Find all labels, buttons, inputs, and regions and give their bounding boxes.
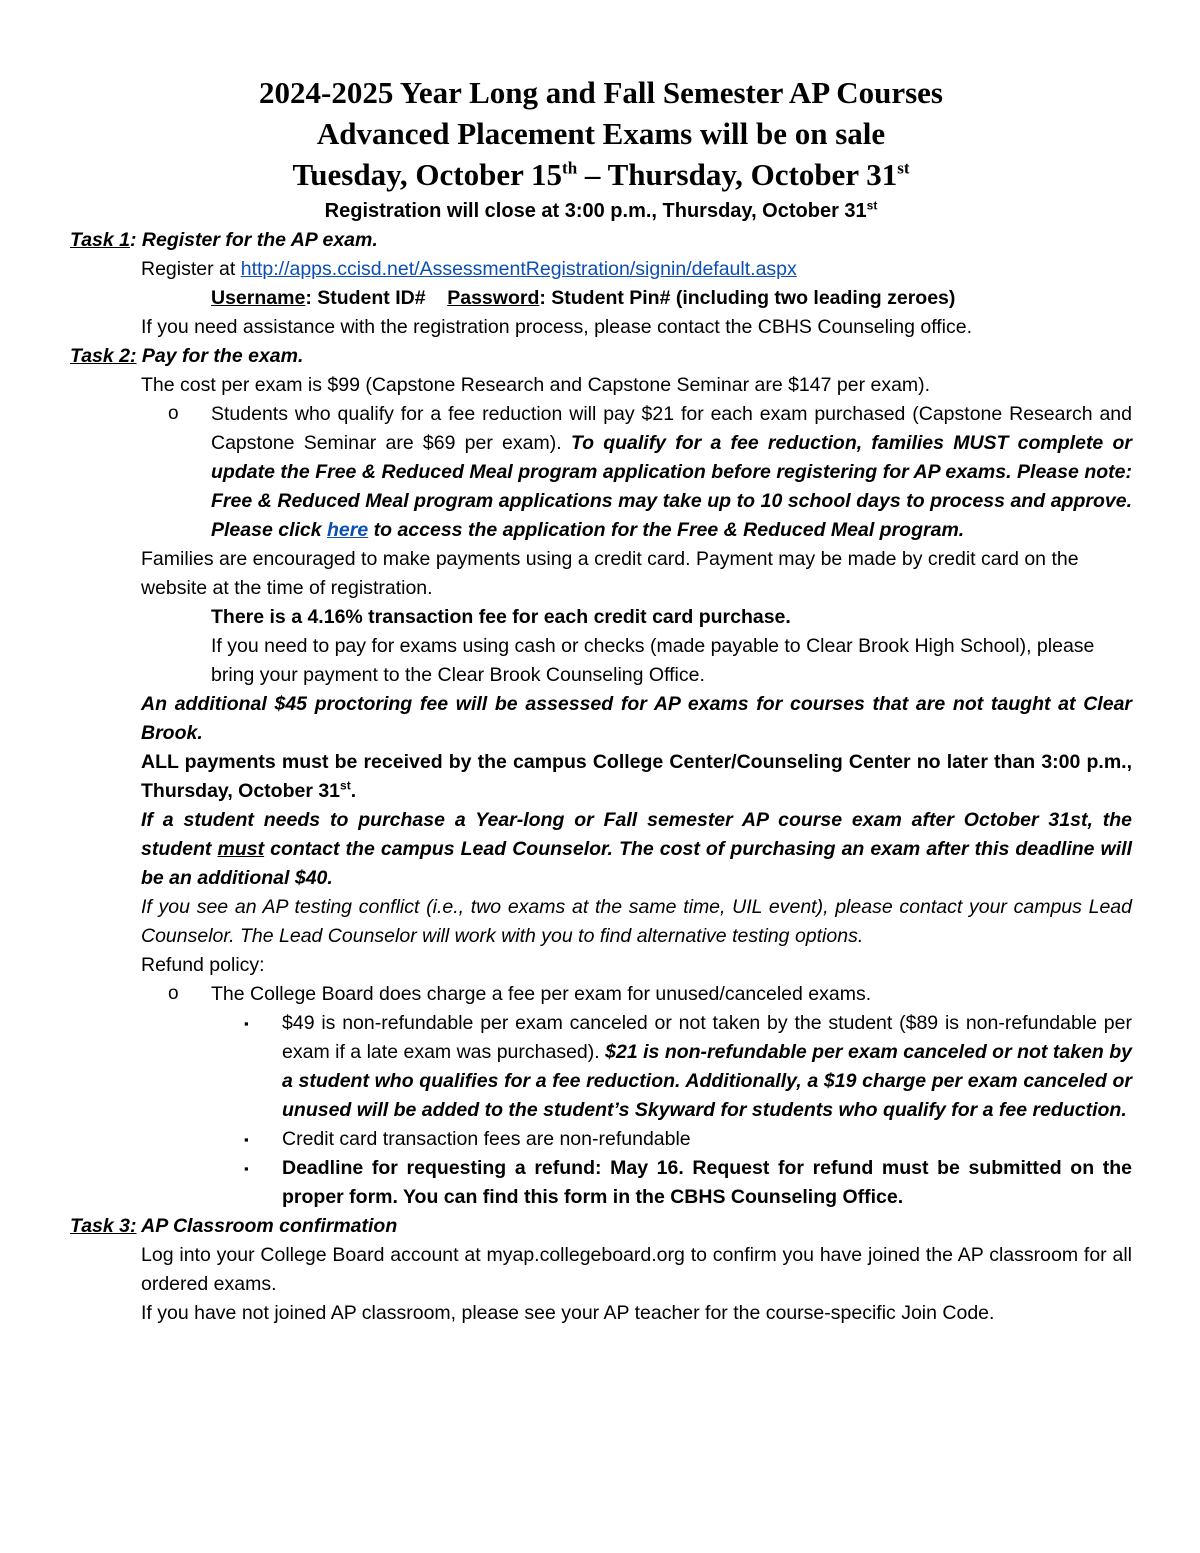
cost-text: The cost per exam is $99 (Capstone Research and Capstone Seminar are $147 per exam). bbox=[141, 374, 931, 396]
title-line-2: Advanced Placement Exams will be on sale bbox=[316, 116, 886, 151]
refund-49-bold: $21 is non-refundable per exam canceled or not taken by a student who qualifies for a fee reduction. Additionally, a $19 charge per exam canceled or unused will be added to the student’s Skyward for students who qualify for a fee reduction. bbox=[282, 1041, 1132, 1121]
registration-close-text: Registration will close at 3:00 p.m., Thursday, October 31 bbox=[324, 200, 867, 222]
credit-card-text: Families are encouraged to make payments using a credit card. Payment may be made by credit card on the website at the time of registration. bbox=[141, 548, 1079, 599]
refund-fee-item bbox=[140, 980, 1132, 1212]
sale-start-date: Tuesday, October 15 bbox=[292, 157, 563, 192]
late-purchase-part1: If a student needs to purchase a Year-long or Fall semester AP course exam after October 31st, the student bbox=[141, 809, 1132, 860]
sale-start-sup: th bbox=[562, 158, 578, 178]
username-label: Username bbox=[211, 287, 306, 309]
task-3-title: AP Classroom confirmation bbox=[136, 1215, 398, 1237]
list-item bbox=[70, 371, 1132, 545]
list-item bbox=[70, 313, 1132, 342]
payments-deadline-end: . bbox=[350, 780, 357, 802]
task-2-heading bbox=[70, 342, 1132, 371]
transaction-fee-text: There is a 4.16% transaction fee for each credit card purchase. bbox=[211, 606, 791, 628]
registration-close-sup: st bbox=[866, 198, 878, 213]
document-page bbox=[70, 72, 1132, 1328]
list-item bbox=[70, 545, 1132, 690]
assistance-text: If you need assistance with the registration process, please contact the CBHS Counseling office. bbox=[141, 316, 973, 338]
testing-conflict-text: If you see an AP testing conflict (i.e., two exams at the same time, UIL event), please contact your campus Lead Counselor. The Lead Counselor will work with you to find alternative testing options. bbox=[141, 896, 1132, 947]
refund-card-fees-item bbox=[211, 1125, 1132, 1154]
late-purchase-part2: contact the campus Lead Counselor. The cost of purchasing an exam after this deadline will be an additional $40. bbox=[141, 838, 1132, 889]
refund-49-plain: $49 is non-refundable per exam canceled or not taken by the student ($89 is non-refundable per exam if a late exam was purchased). bbox=[282, 1012, 1132, 1063]
small-square-bullet-icon: ▪ bbox=[244, 1161, 249, 1176]
list-item bbox=[70, 748, 1132, 806]
refund-policy-label: Refund policy: bbox=[141, 954, 265, 976]
task-2-label: Task 2: bbox=[70, 345, 137, 367]
document-title bbox=[70, 72, 1132, 195]
username-value: : Student ID# bbox=[305, 287, 426, 309]
college-board-login-text: Log into your College Board account at myap.collegeboard.org to confirm you have joined the AP classroom for all ordered exams. bbox=[141, 1244, 1132, 1295]
list-item bbox=[70, 1241, 1132, 1299]
list-item bbox=[70, 255, 1132, 313]
title-line-1: 2024-2025 Year Long and Fall Semester AP Courses bbox=[259, 75, 943, 110]
proctoring-fee-text: An additional $45 proctoring fee will be assessed for AP exams for courses that are not taught at Clear Brook. bbox=[141, 693, 1132, 744]
list-item bbox=[70, 951, 1132, 1212]
circle-bullet-icon: o bbox=[168, 983, 179, 1004]
cash-checks-text: If you need to pay for exams using cash or checks (made payable to Clear Brook High School), please bring your payment to the Clear Brook Counseling Office. bbox=[211, 635, 1095, 686]
refund-card-fees-text: Credit card transaction fees are non-refundable bbox=[282, 1128, 691, 1150]
fee-reduction-italic-end: to access the application for the Free & Reduced Meal program. bbox=[368, 519, 965, 541]
registration-close-note bbox=[70, 197, 1132, 226]
sale-dash: – bbox=[577, 157, 608, 192]
payments-deadline-text: ALL payments must be received by the campus College Center/Counseling Center no later than 3:00 p.m., Thursday, October 31 bbox=[141, 751, 1132, 802]
sale-end-date: Thursday, October 31 bbox=[607, 157, 898, 192]
list-item bbox=[70, 690, 1132, 748]
fee-reduction-item bbox=[140, 400, 1132, 545]
sale-end-sup: st bbox=[897, 158, 910, 178]
fee-reduction-italic: To qualify for a fee reduction, families MUST complete or update the Free & Reduced Meal program application before registering for AP exams. Please note: Free & Reduced Meal program applications may take up to 10 school days to process and approve. Please click bbox=[211, 432, 1132, 541]
task-3-label: Task 3: bbox=[70, 1215, 137, 1237]
not-joined-text: If you have not joined AP classroom, please see your AP teacher for the course-specific Join Code. bbox=[141, 1302, 995, 1324]
register-prefix: Register at bbox=[141, 258, 241, 280]
list-item bbox=[70, 893, 1132, 951]
task-1-label: Task 1 bbox=[70, 229, 130, 251]
refund-deadline-item bbox=[211, 1154, 1132, 1212]
list-item bbox=[70, 806, 1132, 893]
refund-deadline-text: Deadline for requesting a refund: May 16. Request for refund must be submitted on the proper form. You can find this form in the CBHS Counseling Office. bbox=[282, 1157, 1132, 1208]
refund-fee-text: The College Board does charge a fee per exam for unused/canceled exams. bbox=[211, 983, 872, 1005]
task-1-list bbox=[70, 255, 1132, 342]
list-item bbox=[70, 1299, 1132, 1328]
here-link[interactable]: here bbox=[327, 519, 369, 541]
password-label: Password bbox=[447, 287, 540, 309]
payments-deadline-sup: st bbox=[340, 778, 351, 793]
registration-link[interactable]: http://apps.ccisd.net/AssessmentRegistration/signin/default.aspx bbox=[240, 258, 797, 280]
task-2-list bbox=[70, 371, 1132, 1212]
password-value: : Student Pin# (including two leading zeroes) bbox=[539, 287, 956, 309]
task-1-title: : Register for the AP exam. bbox=[130, 229, 378, 251]
circle-bullet-icon: o bbox=[168, 403, 179, 424]
task-3-heading bbox=[70, 1212, 1132, 1241]
late-purchase-must: must bbox=[217, 838, 265, 860]
refund-49-item bbox=[211, 1009, 1132, 1125]
fee-reduction-plain: Students who qualify for a fee reduction will pay $21 for each exam purchased (Capstone Research and Capstone Seminar are $69 per exam). bbox=[211, 403, 1132, 454]
small-square-bullet-icon: ▪ bbox=[244, 1016, 249, 1031]
small-square-bullet-icon: ▪ bbox=[244, 1132, 249, 1147]
task-2-title: Pay for the exam. bbox=[136, 345, 304, 367]
task-1-heading bbox=[70, 226, 1132, 255]
task-3-list bbox=[70, 1241, 1132, 1328]
credentials-line bbox=[211, 284, 1132, 313]
